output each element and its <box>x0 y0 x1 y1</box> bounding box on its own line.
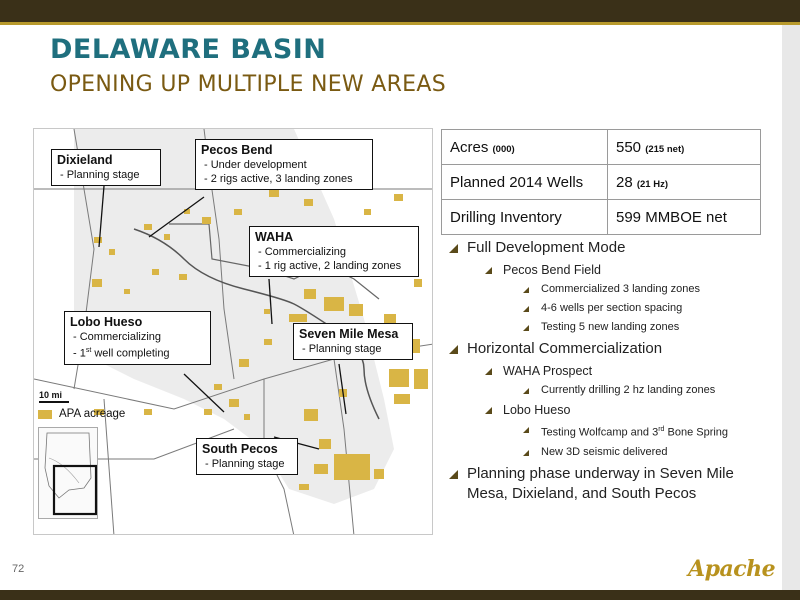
bullet-list <box>447 238 777 508</box>
locator-inset <box>38 427 98 519</box>
bottom-bar <box>0 590 800 600</box>
page-number: 72 <box>12 563 25 575</box>
callout-pecos-bend: Pecos Bend - Under development - 2 rigs active, 3 landing zones <box>195 139 373 190</box>
list-item: Currently drilling 2 hz landing zones <box>447 383 777 398</box>
right-strip <box>782 25 800 590</box>
bullet-lobo-hueso: Lobo Hueso <box>447 402 777 418</box>
table-row: Planned 2014 Wells 28 (21 Hz) <box>442 165 761 200</box>
bullet-icon <box>523 450 529 456</box>
bullet-full-development: Full Development Mode <box>447 238 777 258</box>
bullet-icon <box>449 345 458 354</box>
bullet-horizontal: Horizontal Commercialization <box>447 339 777 359</box>
legend-swatch <box>38 410 52 419</box>
bullet-planning: Planning phase underway in Seven Mile Mesa, Dixieland, and South Pecos <box>447 464 777 504</box>
bullet-icon <box>485 407 492 414</box>
callout-seven-mile-mesa: Seven Mile Mesa - Planning stage <box>293 323 413 360</box>
bullet-icon <box>523 287 529 293</box>
list-item: Testing Wolfcamp and 3rd Bone Spring <box>447 422 777 441</box>
inset-map <box>39 428 97 518</box>
bullet-icon <box>523 325 529 331</box>
bullet-waha-prospect: WAHA Prospect <box>447 363 777 379</box>
bullet-icon <box>449 470 458 479</box>
legend-label: APA acreage <box>59 408 126 420</box>
page-subtitle: OPENING UP MULTIPLE NEW AREAS <box>50 72 446 97</box>
apache-logo: Apache <box>688 556 776 582</box>
list-item: New 3D seismic delivered <box>447 445 777 460</box>
list-item: 4-6 wells per section spacing <box>447 301 777 316</box>
bullet-icon <box>449 244 458 253</box>
bullet-icon <box>523 427 529 433</box>
table-row: Acres (000) 550 (215 net) <box>442 130 761 165</box>
list-item: Testing 5 new landing zones <box>447 320 777 335</box>
top-bar <box>0 0 800 22</box>
bullet-pecos-bend-field: Pecos Bend Field <box>447 262 777 278</box>
callout-dixieland: Dixieland - Planning stage <box>51 149 161 186</box>
callout-lobo-hueso: Lobo Hueso - Commercializing - 1st well completing <box>64 311 211 365</box>
callout-south-pecos: South Pecos - Planning stage <box>196 438 298 475</box>
scale-label: 10 mi <box>39 390 63 400</box>
map-legend <box>38 408 125 420</box>
bullet-icon <box>523 306 529 312</box>
stats-table <box>441 129 761 235</box>
bullet-icon <box>523 388 529 394</box>
page-title: DELAWARE BASIN <box>50 34 327 65</box>
bullet-icon <box>485 267 492 274</box>
callout-waha: WAHA - Commercializing - 1 rig active, 2 landing zones <box>249 226 419 277</box>
list-item: Commercialized 3 landing zones <box>447 282 777 297</box>
bullet-icon <box>485 368 492 375</box>
table-row: Drilling Inventory 599 MMBOE net <box>442 200 761 235</box>
